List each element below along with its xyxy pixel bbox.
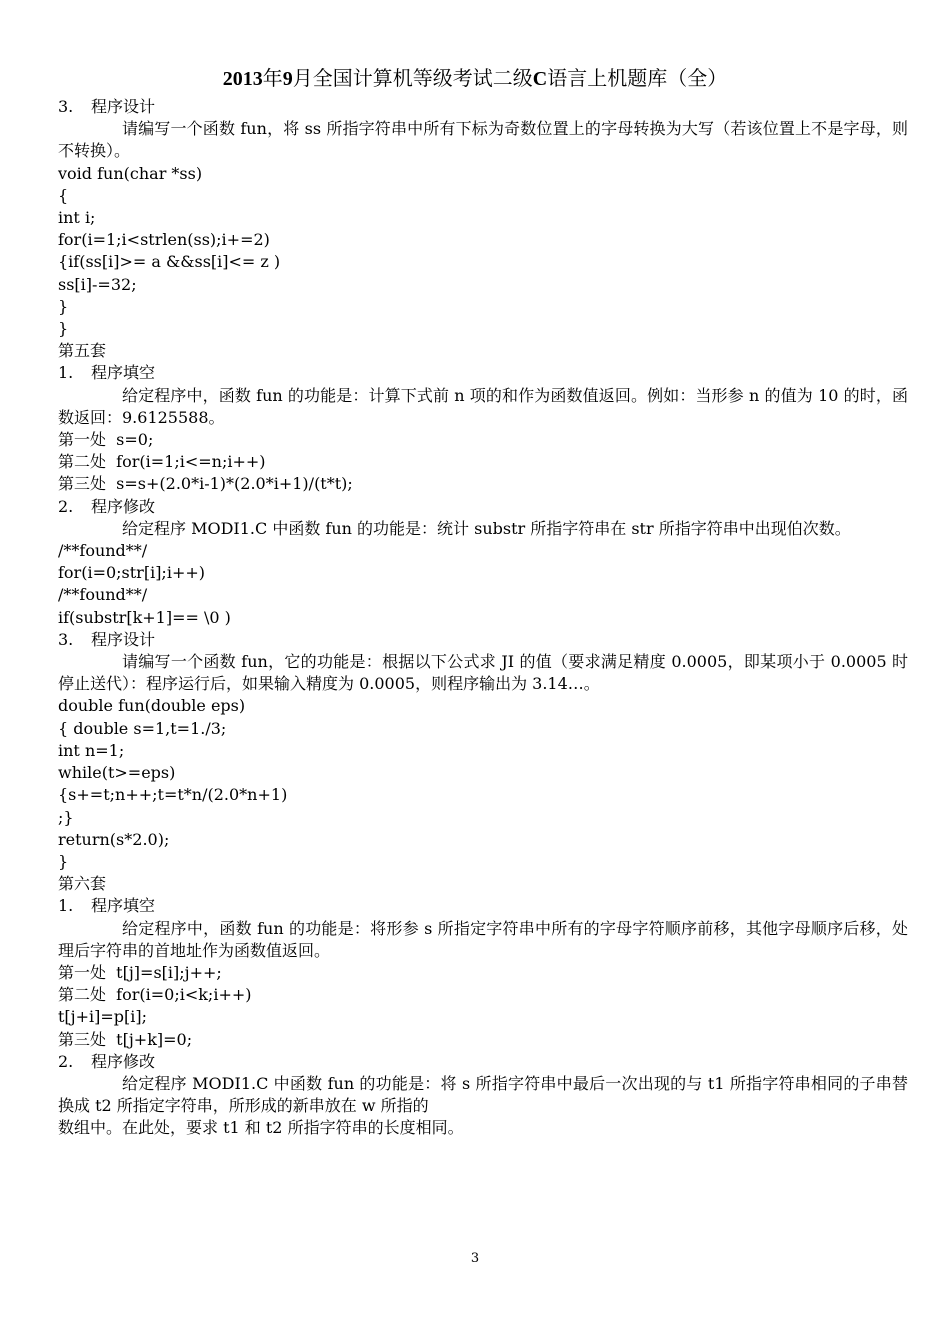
section-number: 1.: [58, 363, 74, 383]
title-year: 2013: [222, 68, 263, 90]
text-line: if(substr[k+1]== \0 ): [58, 607, 231, 627]
text-line: 第二处 for(i=0;i<k;i++): [58, 985, 252, 1005]
text-line: for(i=0;str[i];i++): [58, 563, 205, 583]
paragraph: 给定程序 MODI1.C 中函数 fun 的功能是：统计 substr 所指字符串在 str 所指字符串中出现伯次数。: [122, 518, 851, 538]
section-heading: [58, 96, 908, 118]
document-body: [58, 96, 908, 1140]
text-line: void fun(char *ss): [58, 163, 203, 183]
section-label: 程序设计: [91, 97, 156, 116]
section-label: 程序填空: [91, 896, 156, 916]
section-label: 程序修改: [91, 496, 156, 516]
text-line: }: [58, 319, 69, 339]
text-line: t[j+i]=p[i];: [58, 1007, 148, 1027]
text-line: int i;: [58, 208, 96, 228]
text-line: ss[i]-=32;: [58, 274, 137, 294]
title-month: 9: [282, 68, 293, 90]
title-lang: C: [532, 68, 548, 90]
text-line: ;}: [58, 807, 74, 827]
text-line: { double s=1,t=1./3;: [58, 718, 227, 738]
paragraph: 给定程序中，函数 fun 的功能是：将形参 s 所指定字符串中所有的字母字符顺序前移，其他字母顺序后移，处理后字符串的首地址作为函数值返回。: [58, 918, 908, 960]
section-heading: [58, 1051, 908, 1073]
paragraph: 给定程序中，函数 fun 的功能是：计算下式前 n 项的和作为函数值返回。例如：当形参 n 的值为 10 的时，函数返回：9.6125588。: [58, 385, 908, 427]
text-line: 第三处 t[j+k]=0;: [58, 1029, 193, 1049]
text-line: while(t>=eps): [58, 763, 176, 783]
text-line: {: [58, 185, 69, 205]
section-number: 2.: [58, 496, 74, 516]
page-title: [0, 64, 950, 93]
title-text-2: 月全国计算机等级考试二级: [292, 66, 533, 90]
text-line: 第五套: [58, 341, 107, 361]
text-line: return(s*2.0);: [58, 829, 170, 849]
section-label: 程序设计: [91, 629, 156, 649]
section-number: 1.: [58, 896, 74, 916]
text-line: 第一处 t[j]=s[i];j++;: [58, 962, 222, 982]
text-line: 第二处 for(i=1;i<=n;i++): [58, 452, 266, 472]
section-number: 3.: [58, 629, 74, 649]
title-text-3: 语言上机题库（全）: [547, 66, 728, 90]
section-label: 程序修改: [91, 1051, 156, 1071]
paragraph: 请编写一个函数 fun，它的功能是：根据以下公式求 JI 的值（要求满足精度 0.0005，即某项小于 0.0005 时停止送代）：程序运行后，如果输入精度为 0.0005，则程序输出为 3.14…。: [58, 652, 908, 694]
text-line: 第一处 s=0;: [58, 430, 154, 450]
text-line: double fun(double eps): [58, 696, 246, 716]
text-line: 第三处 s=s+(2.0*i-1)*(2.0*i+1)/(t*t);: [58, 474, 353, 494]
section-heading: [58, 362, 908, 384]
page-number: 3: [470, 1251, 480, 1266]
text-line: }: [58, 296, 69, 316]
section-heading: [58, 629, 908, 651]
section-number: 3.: [58, 97, 74, 116]
text-line: for(i=1;i<strlen(ss);i+=2): [58, 230, 270, 250]
text-line: 第六套: [58, 874, 107, 894]
section-heading: [58, 496, 908, 518]
section-heading: [58, 895, 908, 917]
paragraph: 请编写一个函数 fun，将 ss 所指字符串中所有下标为奇数位置上的字母转换为大写（若该位置上不是字母，则不转换）。: [58, 119, 908, 161]
text-line: /**found**/: [58, 541, 148, 561]
text-line: }: [58, 851, 69, 871]
text-line: {if(ss[i]>= a &&ss[i]<= z ): [58, 252, 281, 272]
section-number: 2.: [58, 1051, 74, 1071]
text-line: int n=1;: [58, 740, 125, 760]
text-line: {s+=t;n++;t=t*n/(2.0*n+1): [58, 785, 288, 805]
title-text-1: 年: [262, 66, 283, 90]
paragraph: 给定程序 MODI1.C 中函数 fun 的功能是：将 s 所指字符串中最后一次出现的与 t1 所指字符串相同的子串替换成 t2 所指定字符串，所形成的新串放在 w 所指的: [58, 1073, 908, 1116]
text-line: 数组中。在此处，要求 t1 和 t2 所指字符串的长度相同。: [58, 1118, 464, 1138]
section-label: 程序填空: [91, 363, 156, 383]
text-line: /**found**/: [58, 585, 148, 605]
